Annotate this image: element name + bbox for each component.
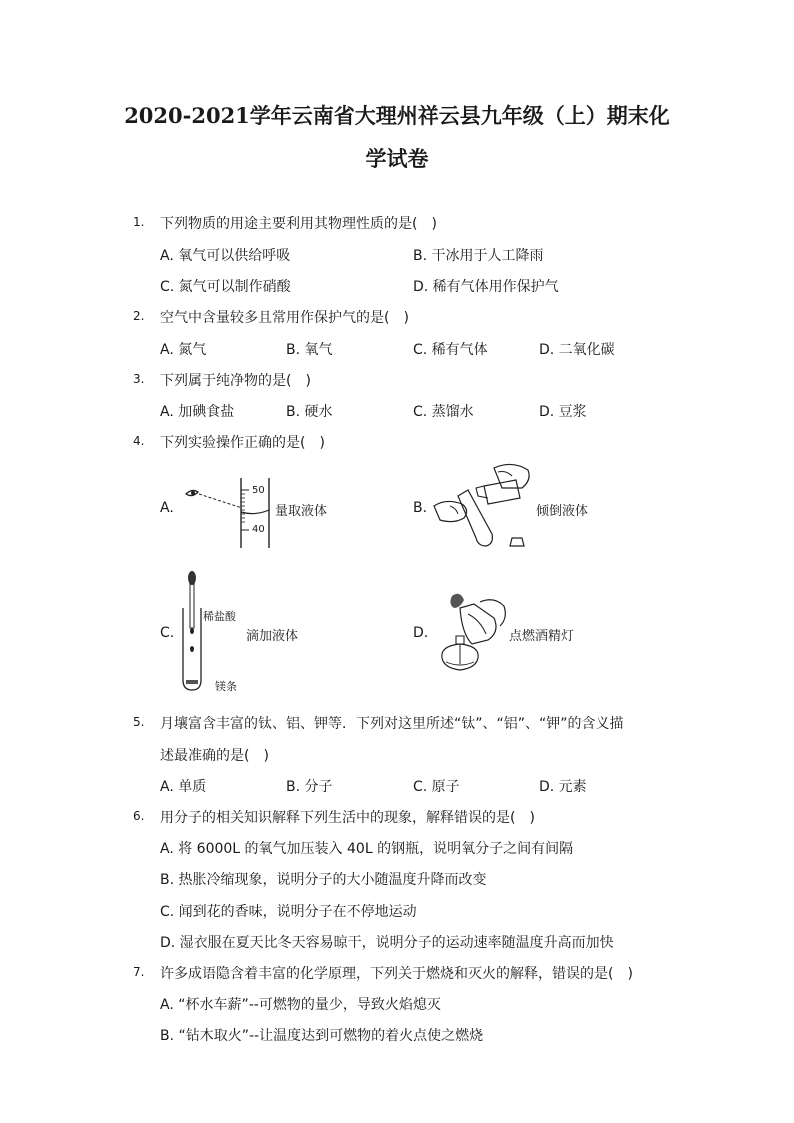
q5-option-c[interactable]: C. 原子 (413, 779, 460, 795)
q5-number: 5. (133, 715, 145, 729)
tick-label-40: 40 (252, 524, 265, 535)
sight-line (199, 494, 242, 508)
graduated-cylinder-figure (182, 470, 272, 550)
q2-text: 空气中含量较多且常用作保护气的是( ) (160, 310, 409, 326)
q6-option-c[interactable]: C. 闻到花的香味，说明分子在不停地运动 (160, 904, 417, 920)
q6-option-d[interactable]: D. 湿衣服在夏天比冬天容易晾干，说明分子的运动速率随温度升高而加快 (160, 935, 614, 951)
q5-option-b[interactable]: B. 分子 (286, 779, 333, 795)
q4-text: 下列实验操作正确的是( ) (160, 435, 325, 451)
q6-number: 6. (133, 809, 145, 823)
q1-option-b[interactable]: B. 干冰用于人工降雨 (413, 248, 544, 264)
q4-option-b-letter[interactable]: B. (413, 500, 428, 516)
q4-option-b-caption: 倾倒液体 (536, 504, 589, 519)
q7-number: 7. (133, 965, 145, 979)
q1-option-a[interactable]: A. 氧气可以供给呼吸 (160, 248, 291, 264)
q5-text-line-1: 月壤富含丰富的钛、铝、钾等．下列对这里所述“钛”、“铝”、“钾”的含义描 (160, 716, 624, 732)
tick-label-50: 50 (252, 485, 265, 496)
label-magnesium-strip: 镁条 (215, 680, 237, 693)
q1-option-c[interactable]: C. 氮气可以制作硝酸 (160, 279, 291, 295)
page-title-line-1: 2020-2021学年云南省大理州祥云县九年级（上）期末化 (124, 103, 670, 128)
q2-number: 2. (133, 309, 145, 323)
q3-option-a[interactable]: A. 加碘食盐 (160, 404, 235, 420)
q1-number: 1. (133, 215, 145, 229)
q2-option-b[interactable]: B. 氧气 (286, 342, 333, 358)
dropper-figure (176, 568, 216, 696)
q7-text: 许多成语隐含着丰富的化学原理，下列关于燃烧和灭火的解释，错误的是( ) (160, 966, 633, 982)
q5-option-a[interactable]: A. 单质 (160, 779, 207, 795)
q6-option-a[interactable]: A. 将 6000L 的氧气加压装入 40L 的钢瓶，说明氧分子之间有间隔 (160, 841, 574, 857)
q3-option-d[interactable]: D. 豆浆 (539, 404, 587, 420)
q5-option-d[interactable]: D. 元素 (539, 779, 587, 795)
alcohol-lamp-figure (430, 590, 510, 674)
q3-option-c[interactable]: C. 蒸馏水 (413, 404, 474, 420)
q2-option-d[interactable]: D. 二氧化碳 (539, 342, 615, 358)
q7-option-b[interactable]: B. “钻木取火”--让温度达到可燃物的着火点使之燃烧 (160, 1028, 484, 1044)
q3-number: 3. (133, 372, 145, 386)
q4-option-c-letter[interactable]: C. (160, 625, 175, 641)
q1-text: 下列物质的用途主要利用其物理性质的是( ) (160, 216, 437, 232)
q1-option-d[interactable]: D. 稀有气体用作保护气 (413, 279, 559, 295)
q4-option-d-caption: 点燃酒精灯 (509, 629, 575, 644)
q6-text: 用分子的相关知识解释下列生活中的现象，解释错误的是( ) (160, 810, 535, 826)
q5-text-line-2: 述最准确的是( ) (160, 748, 269, 764)
pouring-liquid-figure (432, 458, 536, 554)
label-dilute-hcl: 稀盐酸 (203, 610, 236, 623)
q7-option-a[interactable]: A. “杯水车薪”--可燃物的量少，导致火焰熄灭 (160, 997, 441, 1013)
q2-option-c[interactable]: C. 稀有气体 (413, 342, 488, 358)
q4-option-d-letter[interactable]: D. (413, 625, 429, 641)
page-title-line-2: 学试卷 (365, 146, 429, 171)
q3-text: 下列属于纯净物的是( ) (160, 373, 311, 389)
q4-option-c-caption: 滴加液体 (246, 629, 299, 644)
q4-number: 4. (133, 434, 145, 448)
q2-option-a[interactable]: A. 氮气 (160, 342, 207, 358)
q3-option-b[interactable]: B. 硬水 (286, 404, 333, 420)
q4-option-a-letter[interactable]: A. (160, 500, 174, 516)
q6-option-b[interactable]: B. 热胀冷缩现象，说明分子的大小随温度升降而改变 (160, 872, 487, 888)
q4-option-a-caption: 量取液体 (275, 504, 328, 519)
